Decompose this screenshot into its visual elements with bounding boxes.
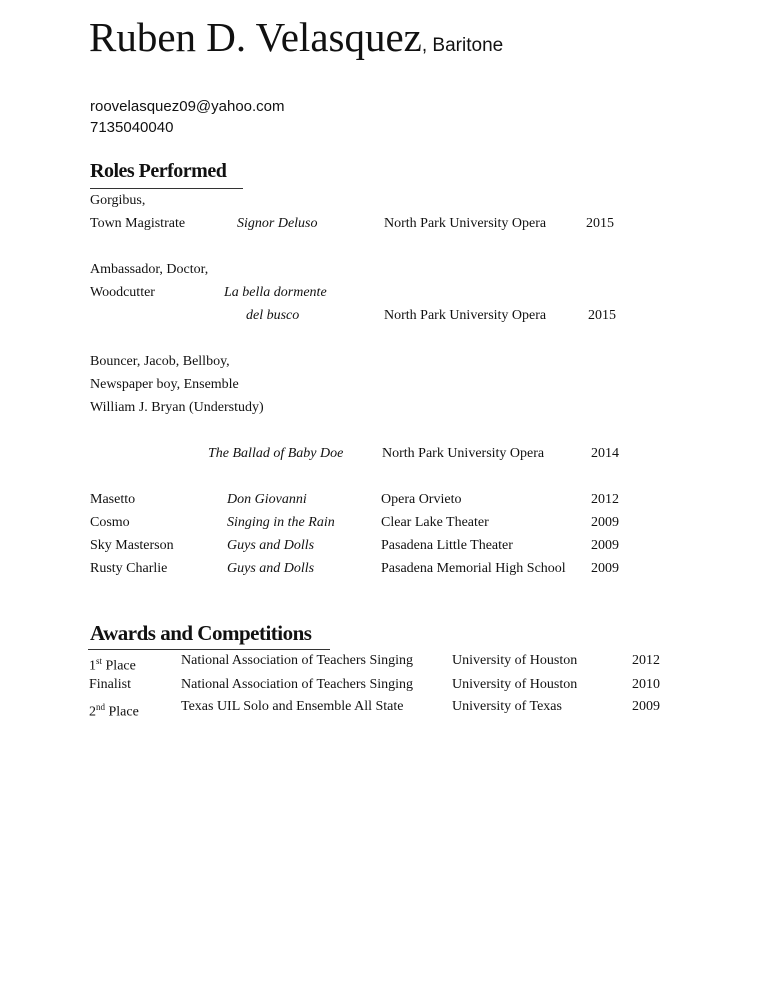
roles-divider bbox=[90, 188, 243, 189]
company: North Park University Opera bbox=[382, 446, 545, 461]
production: Signor Deluso bbox=[237, 216, 318, 231]
year: 2009 bbox=[591, 561, 619, 576]
competition: National Association of Teachers Singing bbox=[181, 653, 414, 668]
company: Pasadena Memorial High School bbox=[381, 561, 566, 576]
production: La bella dormente bbox=[224, 285, 327, 300]
production: del busco bbox=[246, 308, 300, 323]
company: North Park University Opera bbox=[384, 308, 547, 323]
year: 2014 bbox=[591, 446, 619, 461]
production: The Ballad of Baby Doe bbox=[208, 446, 344, 461]
year: 2012 bbox=[632, 653, 660, 668]
role: Masetto bbox=[90, 492, 136, 507]
company: Pasadena Little Theater bbox=[381, 538, 513, 553]
role: Cosmo bbox=[90, 515, 130, 530]
role: Sky Masterson bbox=[90, 538, 174, 553]
company: Clear Lake Theater bbox=[381, 515, 489, 530]
year: 2012 bbox=[591, 492, 619, 507]
name-heading: Ruben D. Velasquez, Baritone bbox=[89, 14, 504, 60]
role: Newspaper boy, Ensemble bbox=[90, 377, 239, 392]
competition: National Association of Teachers Singing bbox=[181, 677, 414, 692]
year: 2015 bbox=[588, 308, 616, 323]
roles-heading: Roles Performed bbox=[90, 160, 227, 182]
company: Opera Orvieto bbox=[381, 492, 462, 507]
role: Ambassador, Doctor, bbox=[90, 262, 209, 277]
production: Guys and Dolls bbox=[227, 538, 315, 553]
email: roovelasquez09@yahoo.com bbox=[90, 98, 285, 115]
year: 2009 bbox=[632, 699, 660, 714]
voice-type: , Baritone bbox=[421, 35, 504, 56]
year: 2009 bbox=[591, 515, 619, 530]
company: North Park University Opera bbox=[384, 216, 547, 231]
award-place: 2nd Place bbox=[89, 702, 139, 720]
role: Woodcutter bbox=[90, 285, 155, 300]
year: 2010 bbox=[632, 677, 660, 692]
venue: University of Houston bbox=[452, 653, 578, 668]
production: Don Giovanni bbox=[227, 492, 307, 507]
competition: Texas UIL Solo and Ensemble All State bbox=[181, 699, 404, 714]
production: Singing in the Rain bbox=[227, 515, 335, 530]
role: Bouncer, Jacob, Bellboy, bbox=[90, 354, 230, 369]
awards-heading: Awards and Competitions bbox=[90, 621, 312, 645]
role: Rusty Charlie bbox=[90, 561, 168, 576]
year: 2009 bbox=[591, 538, 619, 553]
role: Gorgibus, bbox=[90, 193, 146, 208]
phone: 7135040040 bbox=[90, 119, 174, 136]
award-place: 1st Place bbox=[89, 656, 136, 674]
award-place: Finalist bbox=[89, 677, 132, 692]
production: Guys and Dolls bbox=[227, 561, 315, 576]
role: William J. Bryan (Understudy) bbox=[90, 400, 264, 415]
awards-divider bbox=[88, 649, 330, 650]
year: 2015 bbox=[586, 216, 614, 231]
role: Town Magistrate bbox=[90, 216, 186, 231]
venue: University of Texas bbox=[452, 699, 562, 714]
venue: University of Houston bbox=[452, 677, 578, 692]
